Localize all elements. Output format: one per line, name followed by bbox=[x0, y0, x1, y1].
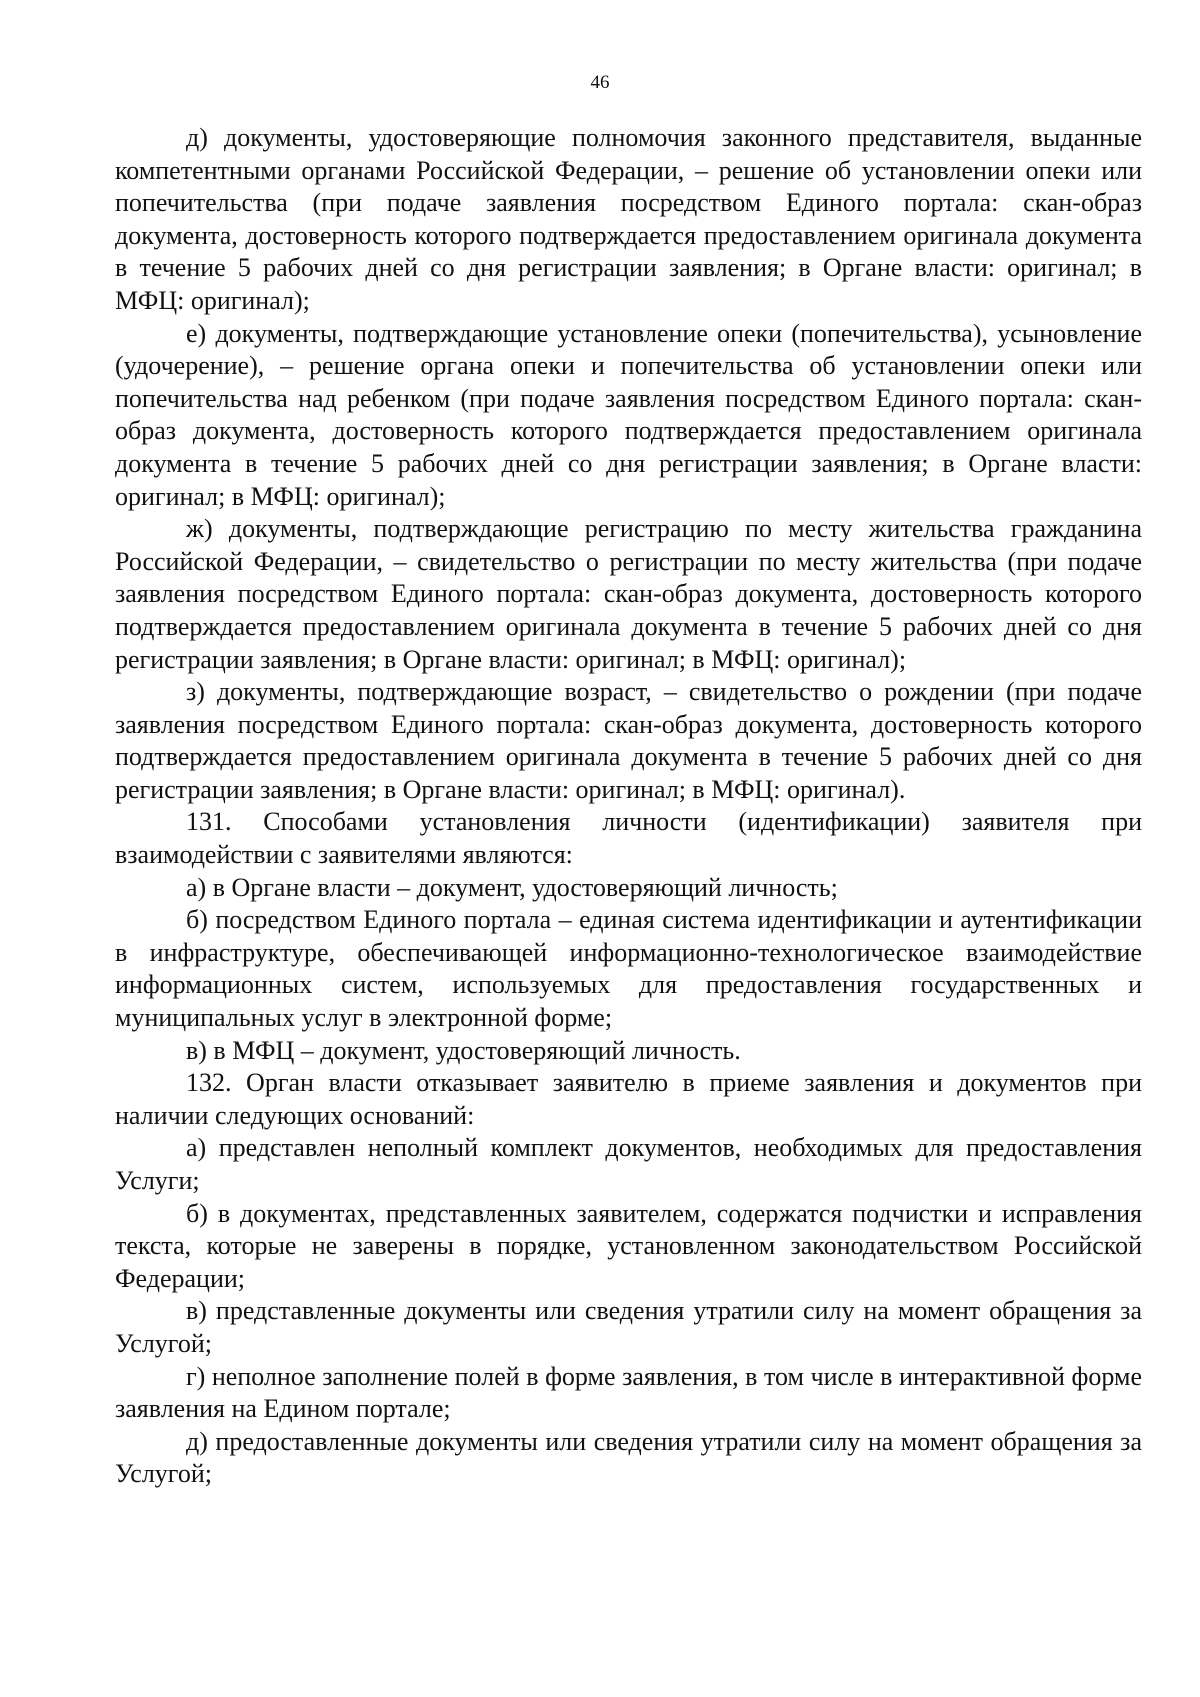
paragraph-131-b: б) посредством Единого портала – единая система идентификации и аутентификации в инфраструктуре, обеспечивающей информационно-технологическое взаимодействие информационных систем, используемых для предоставления государственных и муниципальных услуг в электронной форме; bbox=[115, 905, 1142, 1033]
page-number: 46 bbox=[590, 72, 610, 93]
paragraph-132-refusal-grounds: 132. Орган власти отказывает заявителю в приеме заявления и документов при наличии следующих оснований: bbox=[115, 1068, 1142, 1130]
paragraph-131-a: а) в Органе власти – документ, удостоверяющий личность; bbox=[186, 872, 838, 902]
document-body bbox=[115, 122, 1142, 1491]
paragraph-zh-registration-documents: ж) документы, подтверждающие регистрацию по месту жительства гражданина Российской Федерации, – свидетельство о регистрации по месту жительства (при подаче заявления посредством Единого портала: скан-образ документа, достоверность которого подтверждается предоставлением оригинала документа в течение 5 рабочих дней со дня регистрации заявления; в Органе власти: оригинал; в МФЦ: оригинал); bbox=[115, 514, 1142, 674]
paragraph-e-guardianship-documents: е) документы, подтверждающие установление опеки (попечительства), усыновление (удочерение), – решение органа опеки и попечительства об установлении опеки или попечительства над ребенком (при подаче заявления посредством Единого портала: скан-образ документа, достоверность которого подтверждается предоставлением оригинала документа в течение 5 рабочих дней со дня регистрации заявления; в Органе власти: оригинал; в МФЦ: оригинал); bbox=[115, 318, 1142, 511]
paragraph-131-identification-methods: 131. Способами установления личности (идентификации) заявителя при взаимодействии с заявителями являются: bbox=[115, 807, 1142, 870]
paragraph-132-b: б) в документах, представленных заявителем, содержатся подчистки и исправления текста, которые не заверены в порядке, установленном законодательством Российской Федерации; bbox=[115, 1198, 1142, 1293]
paragraph-132-g: г) неполное заполнение полей в форме заявления, в том числе в интерактивной форме заявления на Едином портале; bbox=[115, 1361, 1142, 1424]
paragraph-131-v: в) в МФЦ – документ, удостоверяющий личность. bbox=[186, 1035, 741, 1065]
paragraph-132-d: д) предоставленные документы или сведения утратили силу на момент обращения за Услугой; bbox=[115, 1426, 1142, 1489]
paragraph-z-age-documents: з) документы, подтверждающие возраст, – свидетельство о рождении (при подаче заявления посредством Единого портала: скан-образ документа, достоверность которого подтверждается предоставлением оригинала документа в течение 5 рабочих дней со дня регистрации заявления; в Органе власти: оригинал; в МФЦ: оригинал). bbox=[115, 677, 1142, 804]
paragraph-d-representative-documents: д) документы, удостоверяющие полномочия законного представителя, выданные компетентными органами Российской Федерации, – решение об установлении опеки или попечительства (при подаче заявления посредством Единого портала: скан-образ документа, достоверность которого подтверждается предоставлением оригинала документа в течение 5 рабочих дней со дня регистрации заявления; в Органе власти: оригинал; в МФЦ: оригинал); bbox=[115, 123, 1142, 315]
paragraph-132-a: а) представлен неполный комплект документов, необходимых для предоставления Услуги; bbox=[115, 1133, 1142, 1195]
paragraph-132-v: в) представленные документы или сведения утратили силу на момент обращения за Услугой; bbox=[115, 1296, 1142, 1358]
